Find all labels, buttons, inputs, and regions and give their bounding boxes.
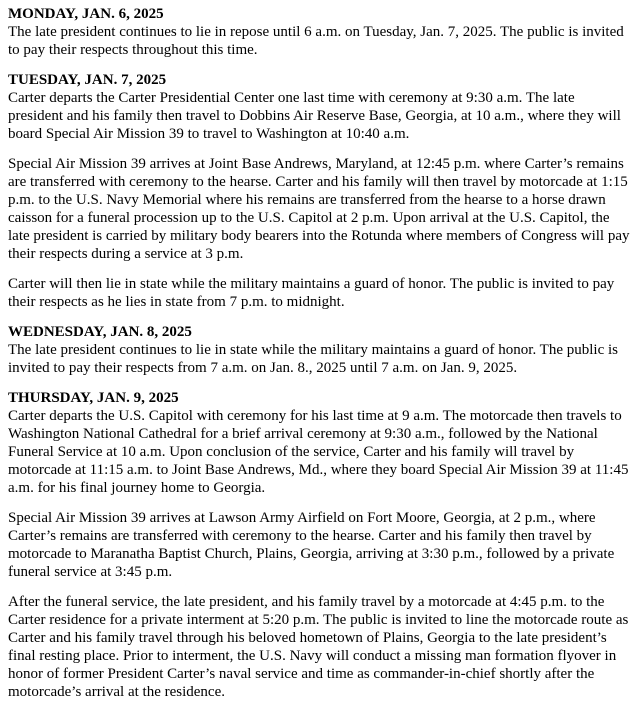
section-wednesday xyxy=(8,323,632,377)
paragraph: Special Air Mission 39 arrives at Lawson Army Airfield on Fort Moore, Georgia, at 2 p.m., where Carter’s remains are transferred with ceremony to the hearse. Carter and his family then travel by motorcade to Maranatha Baptist Church, Plains, Georgia, arriving at 3:30 p.m., followed by a private funeral service at 3:45 p.m. xyxy=(8,510,615,580)
section-thursday xyxy=(8,389,632,701)
day-heading: MONDAY, JAN. 6, 2025 xyxy=(8,6,164,22)
section-tuesday xyxy=(8,71,632,311)
day-heading: WEDNESDAY, JAN. 8, 2025 xyxy=(8,324,192,340)
day-heading: THURSDAY, JAN. 9, 2025 xyxy=(8,390,179,406)
paragraph: Carter departs the U.S. Capitol with ceremony for his last time at 9 a.m. The motorcade then travels to Washington National Cathedral for a brief arrival ceremony at 9:30 a.m., followed by the National Funeral Service at 10 a.m. Upon conclusion of the service, Carter and his family will travel by motorcade at 11:15 a.m. to Joint Base Andrews, Md., where they board Special Air Mission 39 at 11:45 a.m. for his final journey home to Georgia. xyxy=(8,408,629,496)
paragraph: Special Air Mission 39 arrives at Joint Base Andrews, Maryland, at 12:45 p.m. where Carter’s remains are transferred with ceremony to the hearse. Carter and his family will then travel by motorcade at 1:15 p.m. to the U.S. Navy Memorial where his remains are transferred from the hearse to a horse drawn caisson for a funeral procession up to the U.S. Capitol at 2 p.m. Upon arrival at the U.S. Capitol, the late president is carried by military body bearers into the Rotunda where members of Congress will pay their respects during a service at 3 p.m. xyxy=(8,156,630,262)
paragraph: The late president continues to lie in repose until 6 a.m. on Tuesday, Jan. 7, 2025. The public is invited to pay their respects throughout this time. xyxy=(8,24,624,58)
day-heading: TUESDAY, JAN. 7, 2025 xyxy=(8,72,167,88)
paragraph: Carter departs the Carter Presidential Center one last time with ceremony at 9:30 a.m. The late president and his family then travel to Dobbins Air Reserve Base, Georgia, at 10 a.m., where they will board Special Air Mission 39 to travel to Washington at 10:40 a.m. xyxy=(8,90,621,142)
paragraph: The late president continues to lie in state while the military maintains a guard of honor. The public is invited to pay their respects from 7 a.m. on Jan. 8., 2025 until 7 a.m. on Jan. 9, 2025. xyxy=(8,342,618,376)
section-monday xyxy=(8,5,632,59)
paragraph: Carter will then lie in state while the military maintains a guard of honor. The public is invited to pay their respects as he lies in state from 7 p.m. to midnight. xyxy=(8,276,615,310)
paragraph: After the funeral service, the late president, and his family travel by a motorcade at 4:45 p.m. to the Carter residence for a private interment at 5:20 p.m. The public is invited to line the motorcade route as Carter and his family travel through his beloved hometown of Plains, Georgia to the late president’s final resting place. Prior to interment, the U.S. Navy will conduct a missing man formation flyover in honor of former President Carter’s naval service and time as commander-in-chief shortly after the motorcade’s arrival at the residence. xyxy=(8,594,629,700)
